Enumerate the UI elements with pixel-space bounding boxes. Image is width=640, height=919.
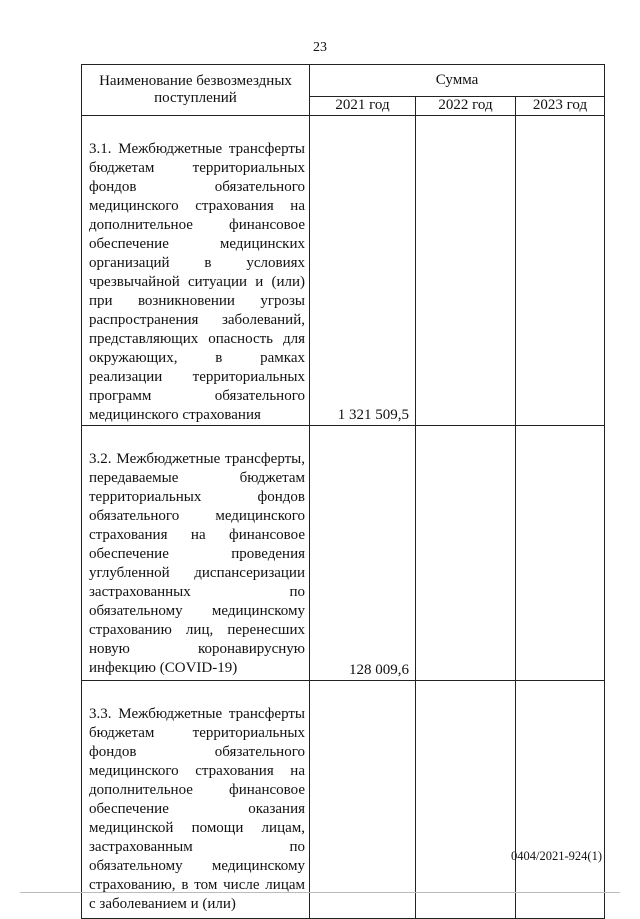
budget-table [81, 64, 605, 919]
bottom-rule [20, 892, 620, 893]
row-value-2022 [416, 426, 516, 681]
header-year-2023: 2023 год [516, 96, 605, 115]
header-year-2022: 2022 год [416, 96, 516, 115]
row-name: 3.1. Межбюджетные трансферты бюджетам территориальных фондов обязательного медицинского страхования на дополнительное финансовое обеспечение медицинских организаций в условиях чрезвычайной ситуации и (или) при возникновении угрозы распространения заболеваний, представляющих опасность для окружающих, в рамках реализации территориальных программ обязательного медицинского страхования [82, 116, 310, 426]
row-value-2022 [416, 116, 516, 426]
table-header-row [82, 65, 605, 97]
row-value-2021: 128 009,6 [310, 426, 416, 681]
table-row [82, 116, 605, 426]
header-year-2021: 2021 год [310, 96, 416, 115]
row-value-2021: 1 321 509,5 [310, 116, 416, 426]
row-value-2023 [516, 116, 605, 426]
row-value-2023 [516, 426, 605, 681]
header-sum: Сумма [310, 65, 605, 97]
row-value-2022 [416, 681, 516, 919]
row-value-2023 [516, 681, 605, 919]
row-value-2021 [310, 681, 416, 919]
table-row [82, 681, 605, 919]
row-name: 3.2. Межбюджетные трансферты, передаваемые бюджетам территориальных фондов обязательного медицинского страхования на финансовое обеспечение проведения углубленной диспансеризации застрахованных по обязательному медицинскому страхованию лиц, перенесших новую коронавирусную инфекцию (COVID-19) [82, 426, 310, 681]
document-code: 0404/2021-924(1) [511, 849, 602, 863]
table-row [82, 426, 605, 681]
row-name: 3.3. Межбюджетные трансферты бюджетам территориальных фондов обязательного медицинского страхования на дополнительное финансовое обеспечение оказания медицинской помощи лицам, застрахованным по обязательному медицинскому страхованию, в том числе лицам с заболеванием и (или) [82, 681, 310, 919]
page-number: 23 [313, 40, 327, 55]
header-name: Наименование безвозмездных поступлений [82, 65, 310, 116]
